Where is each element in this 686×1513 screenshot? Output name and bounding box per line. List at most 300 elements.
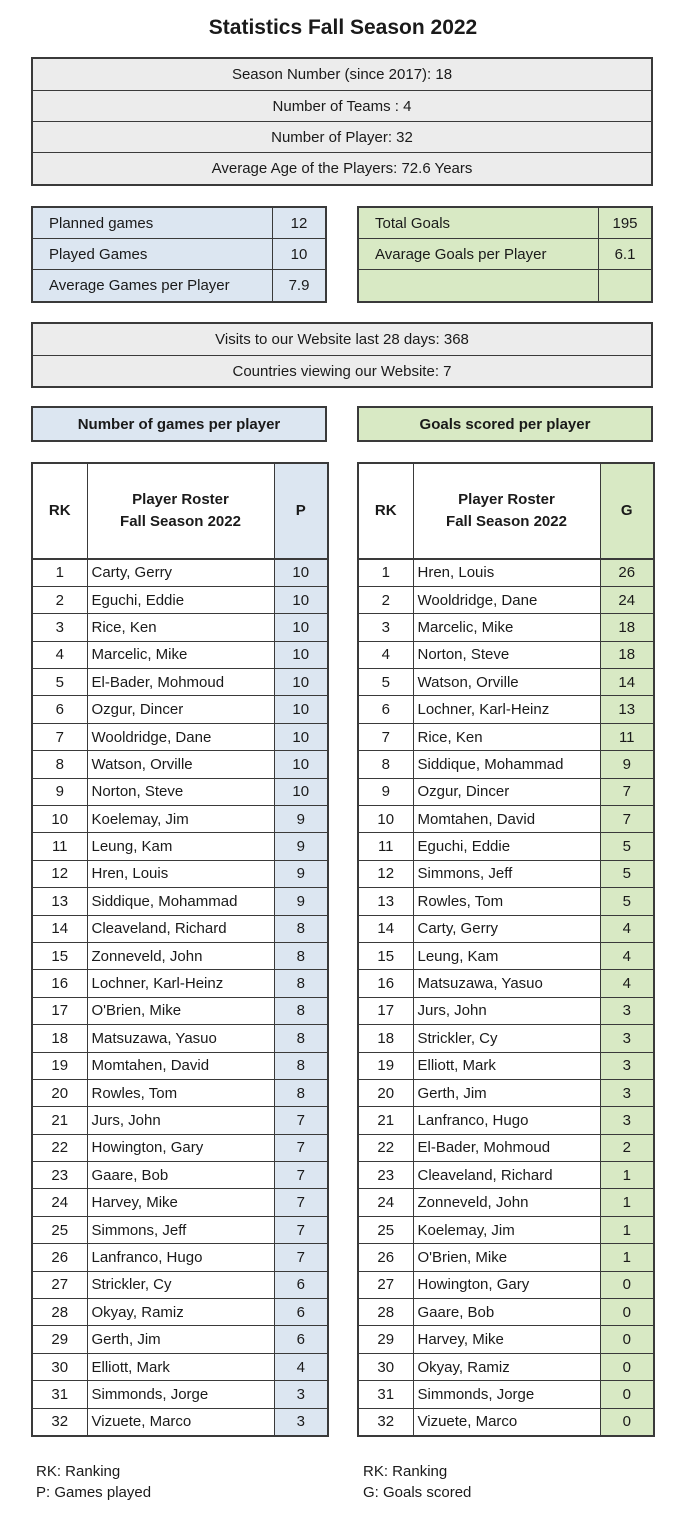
table-row xyxy=(32,1079,328,1106)
value-cell: 6 xyxy=(274,1299,328,1326)
rank-cell: 7 xyxy=(358,723,413,750)
table-row xyxy=(32,1216,328,1243)
legend-goals xyxy=(363,1461,471,1503)
player-name-cell: Leung, Kam xyxy=(413,942,600,969)
player-name-cell: Rice, Ken xyxy=(87,614,274,641)
value-cell: 8 xyxy=(274,942,328,969)
player-name-cell: Wooldridge, Dane xyxy=(87,723,274,750)
table-row xyxy=(358,1189,654,1216)
table-row xyxy=(32,586,328,613)
player-name-cell: Eguchi, Eddie xyxy=(413,833,600,860)
summary-players: Number of Player: 32 xyxy=(33,122,651,153)
table-row xyxy=(358,860,654,887)
stat-label xyxy=(359,270,599,301)
rank-cell: 14 xyxy=(358,915,413,942)
stat-label: Total Goals xyxy=(359,208,599,238)
player-name-cell: Okyay, Ramiz xyxy=(413,1353,600,1380)
player-name-cell: Strickler, Cy xyxy=(413,1025,600,1052)
table-row xyxy=(358,559,654,586)
stat-value: 6.1 xyxy=(614,245,636,263)
col-header-rank: RK xyxy=(32,463,87,559)
table-row xyxy=(358,1408,654,1435)
table-row xyxy=(32,1052,328,1079)
rank-cell: 9 xyxy=(358,778,413,805)
player-name-cell: Zonneveld, John xyxy=(413,1189,600,1216)
value-cell: 1 xyxy=(600,1244,654,1271)
value-cell: 4 xyxy=(600,915,654,942)
games-per-player-table xyxy=(31,462,329,1437)
player-name-cell: O'Brien, Mike xyxy=(87,997,274,1024)
stat-empty-row xyxy=(359,270,651,301)
col-header-player-line2: Fall Season 2022 xyxy=(120,513,241,530)
value-cell: 3 xyxy=(274,1381,328,1408)
value-cell: 8 xyxy=(274,915,328,942)
goals-per-player-table xyxy=(357,462,655,1437)
rank-cell: 17 xyxy=(32,997,87,1024)
col-header-player xyxy=(87,463,274,559)
legend-line: RK: Ranking xyxy=(36,1463,121,1480)
table-row xyxy=(32,751,328,778)
page-title: Statistics Fall Season 2022 xyxy=(208,16,478,39)
table-row xyxy=(358,888,654,915)
value-cell: 1 xyxy=(600,1216,654,1243)
value-cell: 4 xyxy=(600,970,654,997)
rank-cell: 31 xyxy=(32,1381,87,1408)
rank-cell: 17 xyxy=(358,997,413,1024)
rank-cell: 5 xyxy=(32,669,87,696)
rank-cell: 22 xyxy=(32,1134,87,1161)
player-name-cell: Norton, Steve xyxy=(87,778,274,805)
rank-cell: 3 xyxy=(32,614,87,641)
value-cell: 10 xyxy=(274,696,328,723)
stat-average-goals xyxy=(359,239,651,270)
rank-cell: 13 xyxy=(358,888,413,915)
value-cell: 10 xyxy=(274,614,328,641)
table-row xyxy=(32,1299,328,1326)
value-cell: 0 xyxy=(600,1381,654,1408)
player-name-cell: Simmons, Jeff xyxy=(87,1216,274,1243)
value-cell: 5 xyxy=(600,888,654,915)
value-cell: 24 xyxy=(600,586,654,613)
rank-cell: 30 xyxy=(32,1353,87,1380)
table-row xyxy=(358,1162,654,1189)
value-cell: 9 xyxy=(274,806,328,833)
value-cell: 7 xyxy=(274,1216,328,1243)
table-row xyxy=(358,1381,654,1408)
rank-cell: 9 xyxy=(32,778,87,805)
value-cell: 8 xyxy=(274,1052,328,1079)
value-cell: 10 xyxy=(274,669,328,696)
player-name-cell: Simmonds, Jorge xyxy=(87,1381,274,1408)
value-cell: 7 xyxy=(274,1162,328,1189)
player-name-cell: Simmons, Jeff xyxy=(413,860,600,887)
value-cell: 10 xyxy=(274,778,328,805)
rank-cell: 11 xyxy=(32,833,87,860)
value-cell: 9 xyxy=(274,860,328,887)
rank-cell: 6 xyxy=(32,696,87,723)
player-name-cell: Harvey, Mike xyxy=(87,1189,274,1216)
player-name-cell: Gaare, Bob xyxy=(413,1299,600,1326)
player-name-cell: Norton, Steve xyxy=(413,641,600,668)
table-row xyxy=(32,778,328,805)
player-name-cell: Marcelic, Mike xyxy=(413,614,600,641)
table-row xyxy=(358,970,654,997)
player-name-cell: Cleaveland, Richard xyxy=(87,915,274,942)
player-name-cell: Okyay, Ramiz xyxy=(87,1299,274,1326)
value-cell: 1 xyxy=(600,1162,654,1189)
rank-cell: 19 xyxy=(32,1052,87,1079)
website-countries: Countries viewing our Website: 7 xyxy=(232,363,452,380)
rank-cell: 30 xyxy=(358,1353,413,1380)
rank-cell: 4 xyxy=(358,641,413,668)
table-header-row xyxy=(32,463,328,559)
player-name-cell: Lanfranco, Hugo xyxy=(413,1107,600,1134)
col-header-player xyxy=(413,463,600,559)
rank-cell: 23 xyxy=(32,1162,87,1189)
value-cell: 10 xyxy=(274,723,328,750)
rank-cell: 28 xyxy=(32,1299,87,1326)
stat-value: 195 xyxy=(612,214,638,232)
rank-cell: 16 xyxy=(358,970,413,997)
summary-season-number: Season Number (since 2017): 18 xyxy=(33,59,651,91)
rank-cell: 4 xyxy=(32,641,87,668)
player-name-cell: Elliott, Mark xyxy=(87,1353,274,1380)
value-cell: 5 xyxy=(600,833,654,860)
table-row xyxy=(358,1107,654,1134)
value-cell: 6 xyxy=(274,1326,328,1353)
table-row xyxy=(32,669,328,696)
value-cell: 8 xyxy=(274,1079,328,1106)
player-name-cell: Gerth, Jim xyxy=(87,1326,274,1353)
value-cell: 10 xyxy=(274,586,328,613)
table-row xyxy=(358,641,654,668)
value-cell: 26 xyxy=(600,559,654,586)
player-name-cell: Harvey, Mike xyxy=(413,1326,600,1353)
rank-cell: 27 xyxy=(358,1271,413,1298)
rank-cell: 12 xyxy=(358,860,413,887)
value-cell: 3 xyxy=(600,1107,654,1134)
table-row xyxy=(32,970,328,997)
rank-cell: 11 xyxy=(358,833,413,860)
legend-games xyxy=(36,1461,151,1503)
value-cell: 3 xyxy=(600,997,654,1024)
col-header-player-line2: Fall Season 2022 xyxy=(446,513,567,530)
table-row xyxy=(358,833,654,860)
player-name-cell: Siddique, Mohammad xyxy=(87,888,274,915)
player-name-cell: El-Bader, Mohmoud xyxy=(87,669,274,696)
value-cell: 7 xyxy=(600,778,654,805)
summary-average-age: Average Age of the Players: 72.6 Years xyxy=(211,160,473,177)
table-row xyxy=(358,806,654,833)
table-header-row xyxy=(358,463,654,559)
table-row xyxy=(32,1189,328,1216)
value-cell: 5 xyxy=(600,860,654,887)
rank-cell: 5 xyxy=(358,669,413,696)
table-row xyxy=(32,833,328,860)
legend-line: G: Goals scored xyxy=(363,1484,472,1501)
player-name-cell: Koelemay, Jim xyxy=(413,1216,600,1243)
player-name-cell: Rowles, Tom xyxy=(87,1079,274,1106)
rank-cell: 10 xyxy=(358,806,413,833)
table-row xyxy=(32,1162,328,1189)
player-name-cell: Carty, Gerry xyxy=(413,915,600,942)
value-cell: 18 xyxy=(600,614,654,641)
value-cell: 7 xyxy=(274,1189,328,1216)
player-name-cell: El-Bader, Mohmoud xyxy=(413,1134,600,1161)
player-name-cell: Simmonds, Jorge xyxy=(413,1381,600,1408)
table-row xyxy=(32,1244,328,1271)
rank-cell: 18 xyxy=(32,1025,87,1052)
col-header-rank: RK xyxy=(358,463,413,559)
player-name-cell: Matsuzawa, Yasuo xyxy=(413,970,600,997)
player-name-cell: Carty, Gerry xyxy=(87,559,274,586)
rank-cell: 8 xyxy=(358,751,413,778)
rank-cell: 24 xyxy=(32,1189,87,1216)
value-cell: 9 xyxy=(274,888,328,915)
value-cell: 9 xyxy=(274,833,328,860)
summary-teams: Number of Teams : 4 xyxy=(33,91,651,122)
col-header-goals: G xyxy=(600,463,654,559)
rank-cell: 31 xyxy=(358,1381,413,1408)
website-visits: Visits to our Website last 28 days: 368 xyxy=(33,324,651,356)
player-name-cell: Leung, Kam xyxy=(87,833,274,860)
stat-label: Planned games xyxy=(33,208,273,238)
player-name-cell: Siddique, Mohammad xyxy=(413,751,600,778)
games-stats-box xyxy=(31,206,327,303)
table-row xyxy=(358,751,654,778)
col-header-player-line1: Player Roster xyxy=(458,491,555,508)
stat-planned-games xyxy=(33,208,325,239)
table-row xyxy=(32,806,328,833)
player-name-cell: Howington, Gary xyxy=(413,1271,600,1298)
player-name-cell: Rice, Ken xyxy=(413,723,600,750)
table-row xyxy=(358,586,654,613)
rank-cell: 2 xyxy=(358,586,413,613)
stat-value: 7.9 xyxy=(288,277,310,294)
table-row xyxy=(358,1299,654,1326)
player-name-cell: Elliott, Mark xyxy=(413,1052,600,1079)
player-name-cell: Ozgur, Dincer xyxy=(413,778,600,805)
legend-line: RK: Ranking xyxy=(363,1463,448,1480)
value-cell: 3 xyxy=(274,1408,328,1435)
player-name-cell: Hren, Louis xyxy=(413,559,600,586)
value-cell: 8 xyxy=(274,1025,328,1052)
value-cell: 0 xyxy=(600,1408,654,1435)
rank-cell: 6 xyxy=(358,696,413,723)
rank-cell: 19 xyxy=(358,1052,413,1079)
value-cell: 10 xyxy=(274,751,328,778)
rank-cell: 29 xyxy=(358,1326,413,1353)
table-row xyxy=(32,888,328,915)
value-cell: 0 xyxy=(600,1326,654,1353)
stat-played-games xyxy=(33,239,325,270)
stat-label: Avarage Goals per Player xyxy=(359,239,599,269)
value-cell: 18 xyxy=(600,641,654,668)
rank-cell: 22 xyxy=(358,1134,413,1161)
player-name-cell: Watson, Orville xyxy=(413,669,600,696)
player-name-cell: Eguchi, Eddie xyxy=(87,586,274,613)
player-name-cell: Rowles, Tom xyxy=(413,888,600,915)
value-cell: 10 xyxy=(274,559,328,586)
stat-label: Average Games per Player xyxy=(33,270,273,301)
stat-value: 10 xyxy=(290,245,308,263)
rank-cell: 29 xyxy=(32,1326,87,1353)
rank-cell: 23 xyxy=(358,1162,413,1189)
table-row xyxy=(358,1353,654,1380)
table-row xyxy=(358,1134,654,1161)
table-row xyxy=(32,723,328,750)
player-name-cell: Wooldridge, Dane xyxy=(413,586,600,613)
table-row xyxy=(358,1326,654,1353)
player-name-cell: Matsuzawa, Yasuo xyxy=(87,1025,274,1052)
value-cell: 4 xyxy=(600,942,654,969)
rank-cell: 16 xyxy=(32,970,87,997)
col-header-player-line1: Player Roster xyxy=(132,491,229,508)
table-row xyxy=(358,1025,654,1052)
table-row xyxy=(32,1271,328,1298)
value-cell: 1 xyxy=(600,1189,654,1216)
table-row xyxy=(358,1052,654,1079)
table-row xyxy=(32,860,328,887)
table-row xyxy=(358,723,654,750)
rank-cell: 32 xyxy=(358,1408,413,1435)
rank-cell: 21 xyxy=(32,1107,87,1134)
stat-value: 12 xyxy=(290,214,308,232)
value-cell: 0 xyxy=(600,1299,654,1326)
table-row xyxy=(358,942,654,969)
table-row xyxy=(32,915,328,942)
table-row xyxy=(32,1107,328,1134)
player-name-cell: Vizuete, Marco xyxy=(413,1408,600,1435)
value-cell: 6 xyxy=(274,1271,328,1298)
player-name-cell: Momtahen, David xyxy=(87,1052,274,1079)
value-cell: 3 xyxy=(600,1052,654,1079)
table-row xyxy=(32,559,328,586)
stat-total-goals xyxy=(359,208,651,239)
rank-cell: 32 xyxy=(32,1408,87,1435)
table-row xyxy=(32,614,328,641)
player-name-cell: Howington, Gary xyxy=(87,1134,274,1161)
value-cell: 7 xyxy=(274,1107,328,1134)
rank-cell: 28 xyxy=(358,1299,413,1326)
value-cell: 8 xyxy=(274,997,328,1024)
table-row xyxy=(32,696,328,723)
player-name-cell: Zonneveld, John xyxy=(87,942,274,969)
player-name-cell: Ozgur, Dincer xyxy=(87,696,274,723)
table-row xyxy=(32,1326,328,1353)
rank-cell: 14 xyxy=(32,915,87,942)
rank-cell: 20 xyxy=(32,1079,87,1106)
value-cell: 2 xyxy=(600,1134,654,1161)
table-row xyxy=(32,997,328,1024)
value-cell: 9 xyxy=(600,751,654,778)
table-row xyxy=(32,1025,328,1052)
table-row xyxy=(358,778,654,805)
games-section-header: Number of games per player xyxy=(31,406,327,442)
value-cell: 13 xyxy=(600,696,654,723)
stat-average-games xyxy=(33,270,325,301)
value-cell: 3 xyxy=(600,1079,654,1106)
player-name-cell: Strickler, Cy xyxy=(87,1271,274,1298)
table-row xyxy=(32,1381,328,1408)
table-row xyxy=(358,669,654,696)
col-header-games: P xyxy=(274,463,328,559)
table-row xyxy=(358,696,654,723)
rank-cell: 7 xyxy=(32,723,87,750)
value-cell: 7 xyxy=(274,1244,328,1271)
rank-cell: 2 xyxy=(32,586,87,613)
player-name-cell: Lanfranco, Hugo xyxy=(87,1244,274,1271)
rank-cell: 15 xyxy=(32,942,87,969)
player-name-cell: O'Brien, Mike xyxy=(413,1244,600,1271)
stat-label: Played Games xyxy=(33,239,273,269)
website-stats xyxy=(31,322,653,388)
season-summary xyxy=(31,57,653,186)
table-row xyxy=(358,1244,654,1271)
player-name-cell: Vizuete, Marco xyxy=(87,1408,274,1435)
table-row xyxy=(32,1134,328,1161)
table-row xyxy=(358,915,654,942)
rank-cell: 25 xyxy=(32,1216,87,1243)
player-name-cell: Momtahen, David xyxy=(413,806,600,833)
rank-cell: 18 xyxy=(358,1025,413,1052)
player-name-cell: Jurs, John xyxy=(87,1107,274,1134)
rank-cell: 25 xyxy=(358,1216,413,1243)
value-cell: 0 xyxy=(600,1271,654,1298)
rank-cell: 27 xyxy=(32,1271,87,1298)
table-row xyxy=(32,1353,328,1380)
rank-cell: 15 xyxy=(358,942,413,969)
rank-cell: 13 xyxy=(32,888,87,915)
value-cell: 7 xyxy=(274,1134,328,1161)
table-row xyxy=(358,614,654,641)
rank-cell: 1 xyxy=(32,559,87,586)
value-cell: 8 xyxy=(274,970,328,997)
table-row xyxy=(32,1408,328,1435)
player-name-cell: Gaare, Bob xyxy=(87,1162,274,1189)
value-cell: 4 xyxy=(274,1353,328,1380)
player-name-cell: Hren, Louis xyxy=(87,860,274,887)
table-row xyxy=(32,641,328,668)
rank-cell: 12 xyxy=(32,860,87,887)
player-name-cell: Lochner, Karl-Heinz xyxy=(413,696,600,723)
goals-stats-box xyxy=(357,206,653,303)
player-name-cell: Lochner, Karl-Heinz xyxy=(87,970,274,997)
rank-cell: 24 xyxy=(358,1189,413,1216)
value-cell: 0 xyxy=(600,1353,654,1380)
value-cell: 3 xyxy=(600,1025,654,1052)
rank-cell: 10 xyxy=(32,806,87,833)
value-cell: 14 xyxy=(600,669,654,696)
table-row xyxy=(358,1216,654,1243)
rank-cell: 26 xyxy=(32,1244,87,1271)
player-name-cell: Watson, Orville xyxy=(87,751,274,778)
rank-cell: 20 xyxy=(358,1079,413,1106)
table-row xyxy=(358,1271,654,1298)
player-name-cell: Gerth, Jim xyxy=(413,1079,600,1106)
rank-cell: 1 xyxy=(358,559,413,586)
value-cell: 10 xyxy=(274,641,328,668)
value-cell: 7 xyxy=(600,806,654,833)
table-row xyxy=(358,997,654,1024)
player-name-cell: Koelemay, Jim xyxy=(87,806,274,833)
rank-cell: 3 xyxy=(358,614,413,641)
player-name-cell: Cleaveland, Richard xyxy=(413,1162,600,1189)
rank-cell: 26 xyxy=(358,1244,413,1271)
player-name-cell: Jurs, John xyxy=(413,997,600,1024)
rank-cell: 8 xyxy=(32,751,87,778)
goals-section-header: Goals scored per player xyxy=(357,406,653,442)
